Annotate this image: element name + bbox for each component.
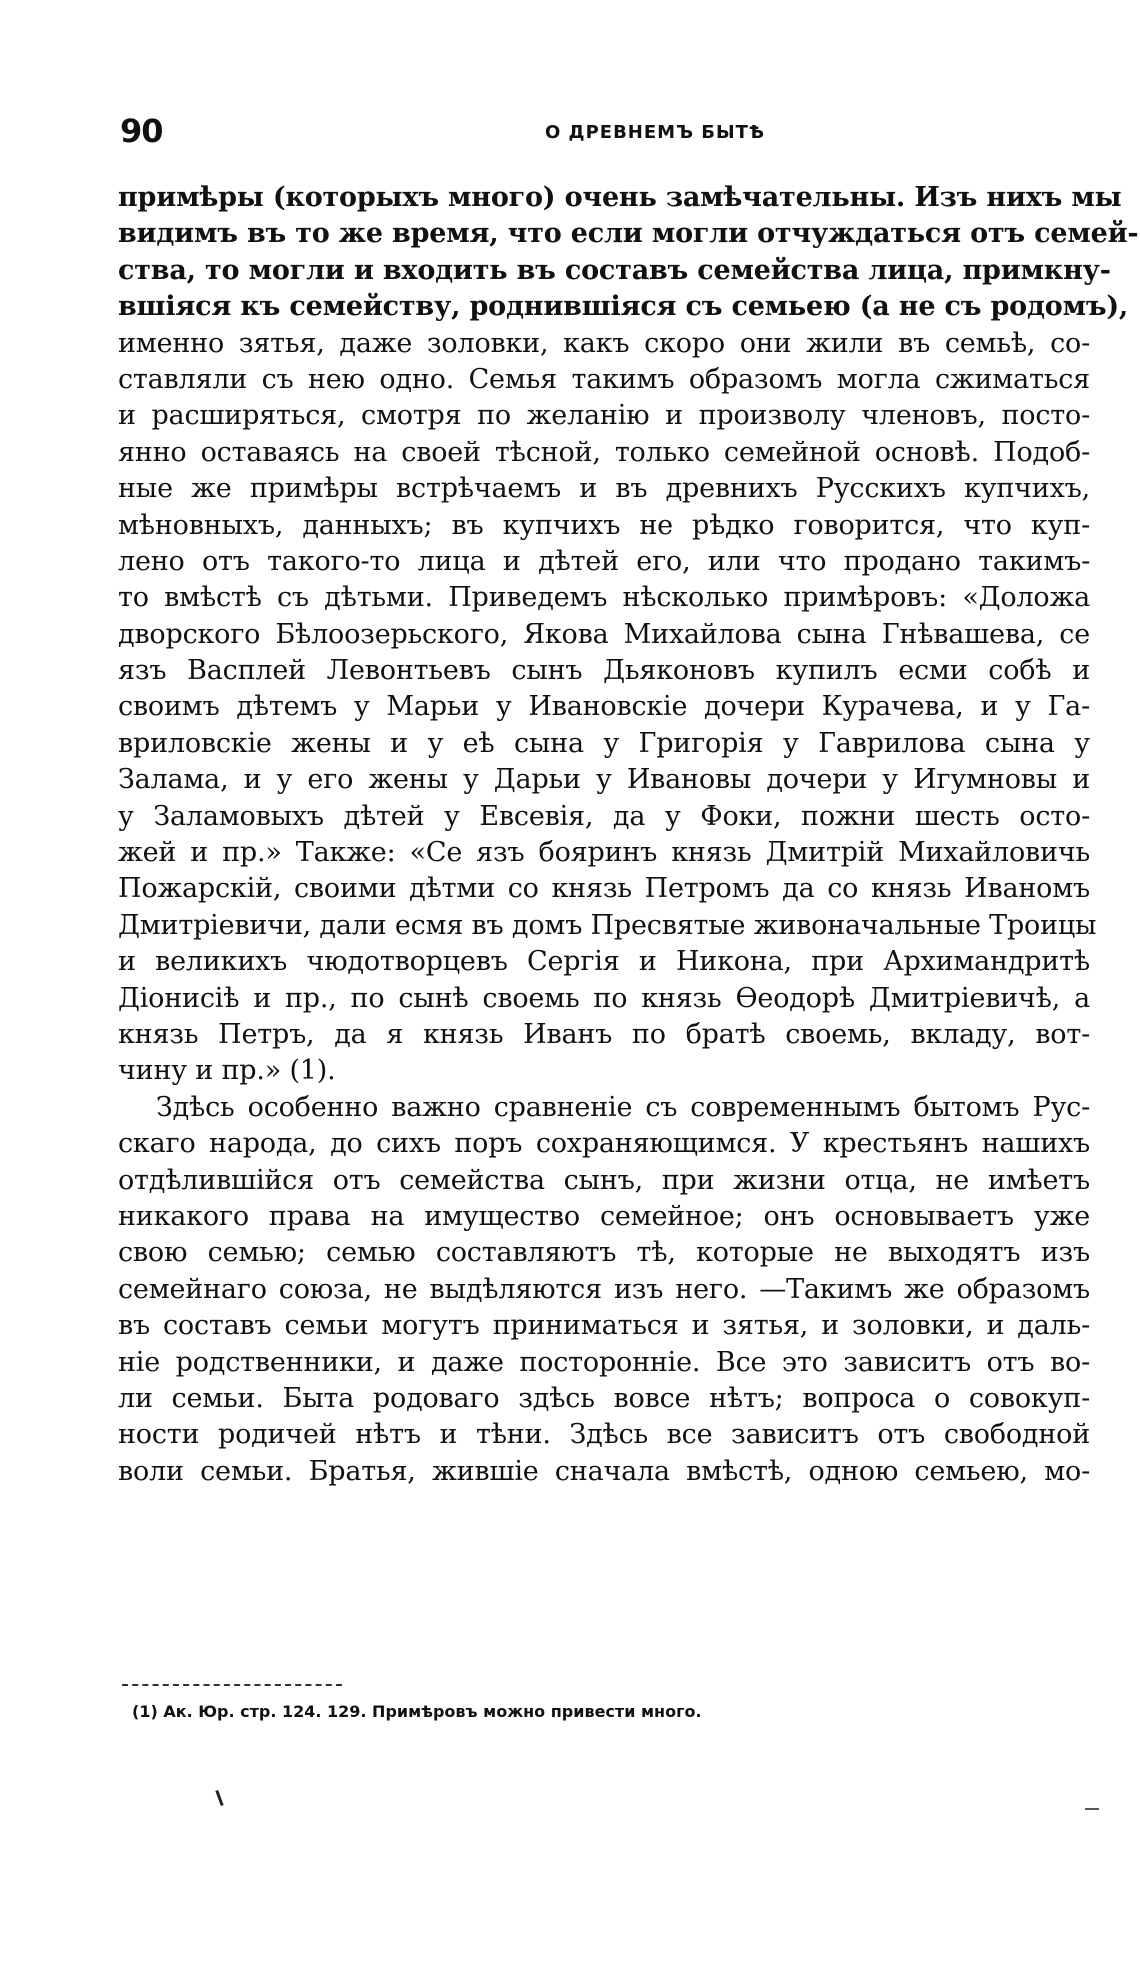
text-line: въ составъ семьи могутъ приниматься и зятья, и золовки, и даль- (118, 1310, 1090, 1342)
page-header (120, 112, 1090, 152)
text-line: ніе родственники, и даже посторонніе. Все это зависитъ отъ во- (118, 1346, 1090, 1378)
text-line: князь Петръ, да я князь Иванъ по братѣ своемь, вкладу, вот- (118, 1018, 1090, 1050)
text-line: вриловскіе жены и у еѣ сына у Григорія у Гаврилова сына у (118, 727, 1090, 759)
text-line: чину и пр.» (1). (118, 1055, 336, 1087)
footnote-divider (122, 1684, 342, 1686)
stray-mark (1085, 1808, 1099, 1810)
text-line: у Заламовыхъ дѣтей у Евсевія, да у Фоки, пожни шесть осто- (118, 800, 1090, 832)
text-line: видимъ въ то же время, что если могли отчуждаться отъ семей- (118, 218, 1139, 250)
text-line: жей и пр.» Также: «Се язъ бояринъ князь Дмитрій Михайловичь (118, 837, 1090, 869)
text-line: Пожарскій, своими дѣтми со князь Петромъ да со князь Иваномъ (118, 873, 1090, 905)
text-line: Діонисіѣ и пр., по сынѣ своемь по князь Ѳеодорѣ Дмитріевичѣ, а (118, 982, 1090, 1014)
text-line: Здѣсь особенно важно сравненіе съ современнымъ бытомъ Рус- (156, 1091, 1090, 1123)
text-line: и великихъ чюдотворцевъ Сергія и Никона, при Архимандритѣ (118, 946, 1090, 978)
running-head: О ДРЕВНЕМЪ БЫТѢ (544, 122, 766, 143)
text-line: воли семьи. Братья, жившіе сначала вмѣстѣ, одною семьею, мо- (118, 1455, 1090, 1487)
footnote: (1) Ак. Юр. стр. 124. 129. Примѣровъ можно привести много. (132, 1702, 702, 1721)
text-line: ные же примѣры встрѣчаемъ и въ древнихъ Русскихъ купчихъ, (118, 473, 1090, 505)
text-line: ства, то могли и входить въ составъ семейства лица, примкну- (118, 254, 1111, 286)
text-line: лено отъ такого-то лица и дѣтей его, или что продано такимъ- (118, 545, 1090, 577)
text-line: примѣры (которыхъ много) очень замѣчательны. Изъ нихъ мы (118, 182, 1122, 213)
text-line: янно оставаясь на своей тѣсной, только семейной основѣ. Подоб- (118, 436, 1090, 468)
text-line: никакого права на имущество семейное; онъ основываетъ уже (118, 1200, 1090, 1232)
text-line: свою семью; семью составляютъ тѣ, которые не выходятъ изъ (118, 1237, 1090, 1269)
text-line: вшіяся къ семейству, роднившіяся съ семьею (а не съ родомъ), (118, 291, 1129, 323)
text-line: своимъ дѣтемъ у Марьи у Ивановскіе дочери Курачева, и у Га- (118, 691, 1090, 723)
stray-mark (215, 1790, 223, 1806)
text-line: ности родичей нѣтъ и тѣни. Здѣсь все зависитъ отъ свободной (118, 1419, 1090, 1451)
page-number: 90 (120, 112, 163, 150)
text-line: то вмѣстѣ съ дѣтьми. Приведемъ нѣсколько примѣровъ: «Доложа (118, 582, 1090, 614)
text-line: именно зятья, даже золовки, какъ скоро они жили въ семьѣ, со- (118, 327, 1090, 359)
text-line: и расширяться, смотря по желанію и произволу членовъ, посто- (118, 400, 1090, 432)
text-line: семейнаго союза, не выдѣляются изъ него. —Такимъ же образомъ (118, 1273, 1090, 1305)
text-line: мѣновныхъ, данныхъ; въ купчихъ не рѣдко говорится, что куп- (118, 509, 1090, 541)
text-line: ставляли съ нею одно. Семья такимъ образомъ могла сжиматься (118, 363, 1090, 395)
text-line: Залама, и у его жены у Дарьи у Ивановы дочери у Игумновы и (118, 764, 1090, 796)
text-line: язъ Васплей Левонтьевъ сынъ Дьяконовъ купилъ есми собѣ и (118, 655, 1090, 687)
text-line: ли семьи. Быта родоваго здѣсь вовсе нѣтъ; вопроса о совокуп- (118, 1382, 1090, 1414)
text-line: дворского Бѣлоозерьского, Якова Михайлова сына Гнѣвашева, се (118, 618, 1090, 650)
text-line: отдѣлившійся отъ семейства сынъ, при жизни отца, не имѣетъ (118, 1164, 1090, 1196)
body-text (118, 180, 1139, 1490)
text-line: скаго народа, до сихъ поръ сохраняющимся. У крестьянъ нашихъ (118, 1128, 1090, 1160)
text-line: Дмитріевичи, дали есмя въ домъ Пресвятые живоначальные Троицы (118, 909, 1097, 941)
